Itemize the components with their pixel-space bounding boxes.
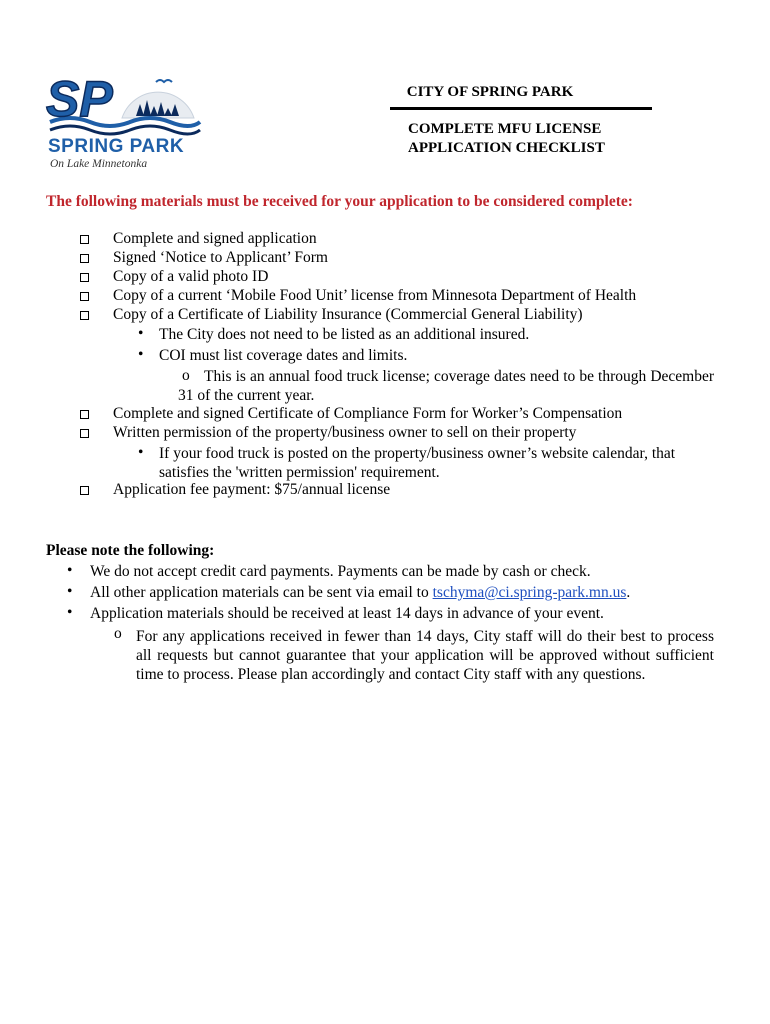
note-text: Application materials should be received at least 14 days in advance of your event. [90,605,604,622]
checklist-item-label: Copy of a valid photo ID [113,268,269,285]
logo-tagline: On Lake Minnetonka [50,158,148,170]
coi-bullet [0,346,770,367]
checkbox-icon [80,254,89,263]
permission-bullet [0,443,770,481]
intro-statement: The following materials must be received for your application to be considered complete: [46,193,633,210]
spring-park-logo [44,70,204,175]
coi-bullet-text: The City does not need to be listed as an additional insured. [159,326,530,343]
title-line-1: COMPLETE MFU LICENSE [408,121,602,137]
circle-bullet-icon: o [182,367,190,384]
bullet-icon: • [67,562,73,579]
bullet-icon: • [138,346,144,363]
bullet-icon: • [67,604,73,621]
checklist-item-label: Application fee payment: $75/annual license [113,481,391,498]
note-item [0,562,770,583]
checkbox-icon [80,410,89,419]
notes-heading: Please note the following: [46,542,215,559]
note-text [90,584,630,602]
note-item [0,583,770,604]
note-subnote [0,625,770,682]
checklist-item [0,481,770,500]
coi-bullet-text: COI must list coverage dates and limits. [159,347,408,364]
checkbox-icon [80,292,89,301]
bullet-icon: • [138,444,144,461]
checklist-item-label: Copy of a Certificate of Liability Insurance (Commercial General Liability) [113,306,583,323]
coi-subnote-text: This is an annual food truck license; coverage dates need to be through December 31 of the current year. [178,368,714,404]
checklist-item [0,306,770,325]
email-note-suffix: . [626,584,631,601]
logo-initials: SP [46,71,113,127]
checklist-item [0,424,770,443]
checklist-item-label: Written permission of the property/business owner to sell on their property [113,424,577,441]
materials-checklist [0,230,770,500]
coi-bullet [0,325,770,346]
checkbox-icon [80,273,89,282]
bullet-icon: • [138,325,144,342]
circle-bullet-icon: o [114,625,122,642]
notes-list [0,562,770,682]
note-text: We do not accept credit card payments. Payments can be made by cash or check. [90,563,591,580]
checklist-item [0,249,770,268]
checklist-item-label: Complete and signed Certificate of Compliance Form for Worker’s Compensation [113,405,623,422]
permission-bullet-text: If your food truck is posted on the property/business owner’s website calendar, that satisfies the 'written permission' requirement. [159,445,676,481]
checkbox-icon [80,235,89,244]
document-title [408,120,652,158]
checklist-item [0,268,770,287]
note-item [0,604,770,625]
logo-brand-text: SPRING PARK [48,136,185,157]
note-subnote-text: For any applications received in fewer than 14 days, City staff will do their best to process all requests but cannot guarantee that your application will be approved without sufficient time to process. Please plan accordingly and contact City staff with any questions. [136,628,714,683]
checklist-item [0,230,770,249]
email-link[interactable]: tschyma@ci.spring-park.mn.us [432,584,627,601]
checkbox-icon [80,311,89,320]
checklist-item-label: Signed ‘Notice to Applicant’ Form [113,249,328,266]
document-header [390,84,652,158]
bullet-icon: • [67,583,73,600]
email-note-prefix: All other application materials can be sent via email to [90,584,433,601]
title-line-2: APPLICATION CHECKLIST [408,140,605,156]
checklist-item-label: Complete and signed application [113,230,317,247]
header-rule [390,107,652,110]
checkbox-icon [80,429,89,438]
checklist-item-label: Copy of a current ‘Mobile Food Unit’ license from Minnesota Department of Health [113,287,637,304]
city-title: CITY OF SPRING PARK [406,84,574,100]
checklist-item [0,287,770,306]
checkbox-icon [80,486,89,495]
coi-subnote [0,367,770,405]
checklist-item [0,405,770,424]
